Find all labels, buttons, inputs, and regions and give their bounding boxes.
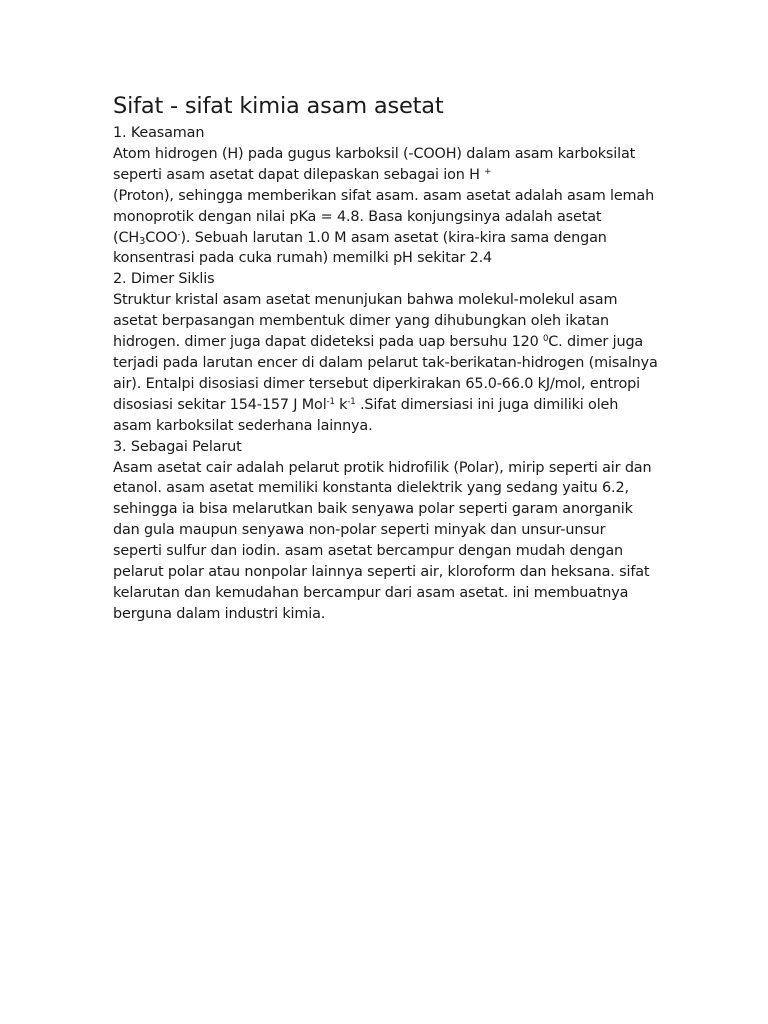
body-text: k xyxy=(334,396,348,413)
section-body-dimer-siklis xyxy=(113,290,658,436)
body-text: COO xyxy=(145,229,178,246)
document-content xyxy=(113,92,658,625)
body-text: (Proton), sehingga memberikan sifat asam. asam asetat adalah asam lemah monoprotik dengan nilai pKa = 4.8. Basa konjungsinya adalah asetat (CH xyxy=(113,187,655,246)
superscript-minus-one: -1 xyxy=(326,396,335,407)
body-text: ). Sebuah larutan 1.0 M asam asetat (kira-kira sama dengan konsentrasi pada cuka rumah) memilki pH sekitar 2.4 xyxy=(113,229,607,267)
section-body-keasaman xyxy=(113,144,658,269)
section-heading-sebagai-pelarut: 3. Sebagai Pelarut xyxy=(113,438,242,455)
subscript-3: 3 xyxy=(139,235,146,247)
superscript-minus-one: -1 xyxy=(347,396,356,407)
section-heading-dimer-siklis: 2. Dimer Siklis xyxy=(113,271,215,288)
body-text: Struktur kristal asam asetat menunjukan bahwa molekul-molekul asam asetat berpasangan membentuk dimer yang dihubungkan oleh ikatan hidrogen. dimer juga dapat dideteksi pada uap bersuhu 120 xyxy=(113,292,618,351)
superscript-minus: - xyxy=(177,229,181,240)
document-title: Sifat - sifat kimia asam asetat xyxy=(113,93,444,119)
body-text: .Sifat dimersiasi ini juga dimiliki oleh asam karboksilat sederhana lainnya. xyxy=(113,396,619,434)
body-text: Atom hidrogen (H) pada gugus karboksil (-COOH) dalam asam karboksilat seperti asam asetat dapat dilepaskan sebagai ion H xyxy=(113,145,636,183)
body-text: C. dimer juga terjadi pada larutan encer di dalam pelarut tak-berikatan-hidrogen (misalnya air). Entalpi disosiasi dimer tersebut diperkirakan 65.0-66.0 kJ/mol, entropi disosiasi sekitar 154-157 J Mol xyxy=(113,334,658,413)
superscript-plus: + xyxy=(484,166,492,177)
section-heading-keasaman: 1. Keasaman xyxy=(113,125,205,141)
body-text: Asam asetat cair adalah pelarut protik hidrofilik (Polar), mirip seperti air dan etanol. asam asetat memiliki konstanta dielektrik yang sedang yaitu 6.2, sehingga ia bisa melarutkan baik senyawa polar seperti garam anorganik dan gula maupun senyawa non-polar seperti minyak dan unsur-unsur seperti sulfur dan iodin. asam asetat bercampur dengan mudah dengan pelarut polar atau nonpolar lainnya seperti air, kloroform dan heksana. sifat kelarutan dan kemudahan bercampur dari asam asetat. ini membuatnya berguna dalam industri kimia. xyxy=(113,459,652,622)
section-body-sebagai-pelarut xyxy=(113,458,658,625)
superscript-degree: 0 xyxy=(543,334,549,345)
